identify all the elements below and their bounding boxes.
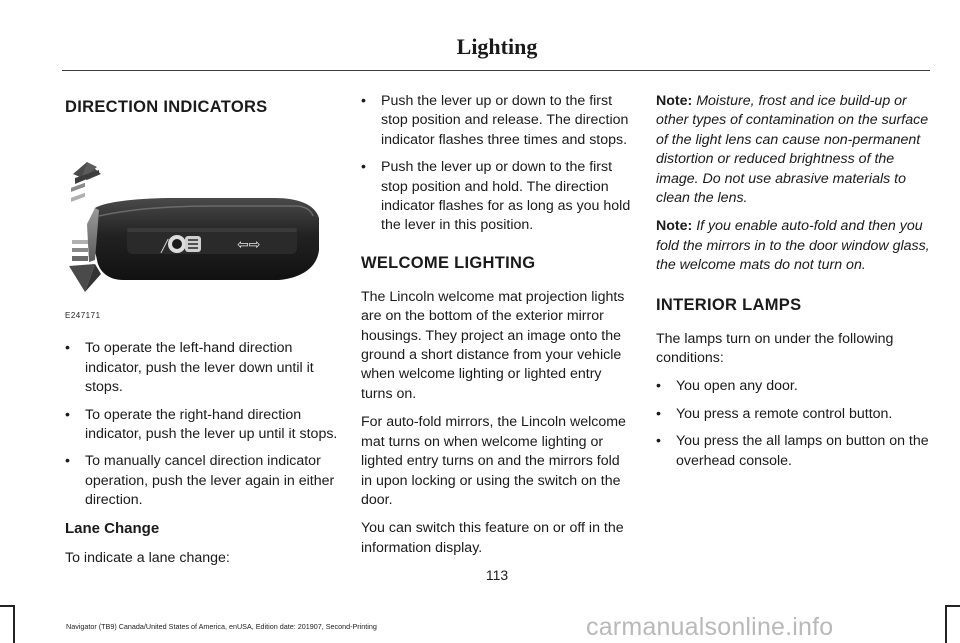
figure-code: E247171 [65,311,101,320]
watermark: carmanualsonline.info [586,613,834,641]
note-auto-fold: Note: If you enable auto-fold and then you fold the mirrors in to the door window glass, the welcome mats do not turn on. [656,218,930,274]
column-2 [361,93,633,567]
note-moisture: Note: Moisture, frost and ice build-up or other types of contamination on the surface of the light lens can cause non-permanent distortion or reduced brightness of the image. Do not use abrasive materials to clean the lens. [656,93,929,207]
section-heading-interior-lamps: INTERIOR LAMPS [656,295,802,314]
header-rule [62,70,930,71]
arrow-up-icon [71,162,101,202]
interior-intro: The lamps turn on under the following conditions: [656,330,894,367]
list-item: • To manually cancel direction indicator operation, push the lever again in either direction. [65,453,335,509]
list-item: • You open any door. [656,378,798,395]
lever-figure [65,132,339,300]
crop-mark [945,605,947,643]
turn-signal-arrows-icon [237,237,260,253]
svg-text:╱: ╱ [161,239,169,253]
footer-edition-text: Navigator (TB9) Canada/United States of America, enUSA, Edition date: 201907, Second-Printing [66,622,377,631]
welcome-paragraph: The Lincoln welcome mat projection lights are on the bottom of the exterior mirror housings. They project an image onto the ground a short distance from your vehicle when welcome lighting or lighted entry turns on. [361,288,625,402]
lane-change-bullets [361,92,633,236]
page-number: 113 [485,567,509,583]
list-item: • You press the all lamps on button on the overhead console. [656,433,929,469]
welcome-paragraph: For auto-fold mirrors, the Lincoln welcome mat turns on when welcome lighting or lighted entry turns on and the mirrors fold in upon locking or using the switch on the door. [361,414,626,508]
crop-mark [0,605,15,607]
column-3 [656,93,930,479]
list-item: • Push the lever up or down to the first stop position and release. The direction indicator flashes three times and stops. [361,93,629,148]
interior-lamps-bullets [656,377,930,471]
lever-stalk [87,198,319,280]
list-item: • To operate the right-hand direction indicator, push the lever up until it stops. [65,406,338,443]
welcome-paragraph: You can switch this feature on or off in the information display. [361,520,624,556]
section-heading-welcome-lighting: WELCOME LIGHTING [361,253,536,272]
crop-mark [945,605,960,607]
direction-indicator-bullets [65,339,339,510]
subheading-lane-change: Lane Change [65,519,160,537]
svg-text:⇦⇨: ⇦⇨ [237,237,261,253]
page-title: Lighting [456,34,538,59]
lane-change-intro: To indicate a lane change: [65,549,230,566]
crop-mark [13,605,15,643]
column-1 [65,96,339,576]
section-heading-direction-indicators: DIRECTION INDICATORS [65,98,268,116]
list-item: • You press a remote control button. [656,405,893,422]
list-item: • To operate the left-hand direction indicator, push the lever down until it stops. [65,340,314,396]
list-item: • Push the lever up or down to the first stop position and hold. The direction indicator flashes for as long as you hold the lever in this position. [361,159,631,234]
